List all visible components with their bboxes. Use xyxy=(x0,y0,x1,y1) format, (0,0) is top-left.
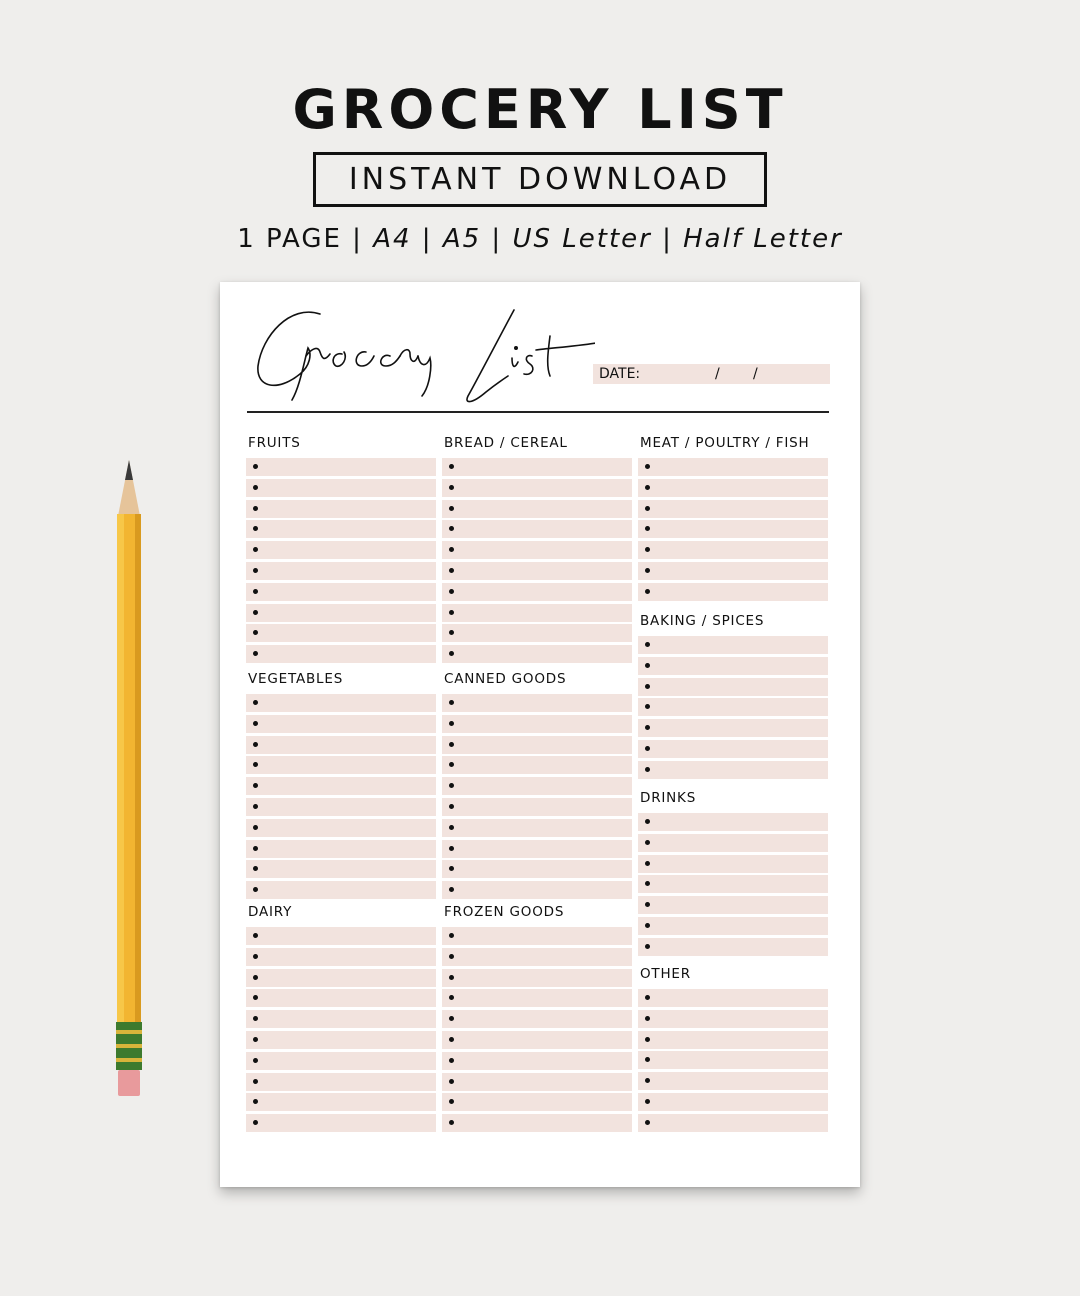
list-item-line[interactable] xyxy=(638,1031,828,1049)
bullet-icon xyxy=(253,975,258,980)
bullet-icon xyxy=(645,704,650,709)
bullet-icon xyxy=(645,944,650,949)
list-item-line[interactable] xyxy=(246,520,436,538)
list-item-line[interactable] xyxy=(246,458,436,476)
bullet-icon xyxy=(253,1058,258,1063)
pencil-icon xyxy=(112,458,146,1098)
section-canned-goods xyxy=(442,671,632,902)
section-drinks xyxy=(638,790,828,959)
list-item-line[interactable] xyxy=(442,1010,632,1028)
bullet-icon xyxy=(645,642,650,647)
instant-download-badge: INSTANT DOWNLOAD xyxy=(313,152,767,207)
list-item-line[interactable] xyxy=(638,458,828,476)
list-item-line[interactable] xyxy=(246,819,436,837)
bullet-icon xyxy=(449,589,454,594)
list-item-line[interactable] xyxy=(246,694,436,712)
list-item-line[interactable] xyxy=(638,520,828,538)
bullet-icon xyxy=(253,742,258,747)
list-item-line[interactable] xyxy=(638,875,828,893)
section-vegetables xyxy=(246,671,436,902)
separator: | xyxy=(481,224,513,254)
list-item-line[interactable] xyxy=(246,604,436,622)
bullet-icon xyxy=(253,630,258,635)
bullet-icon xyxy=(645,725,650,730)
bullet-icon xyxy=(645,840,650,845)
list-item-line[interactable] xyxy=(442,798,632,816)
bullet-icon xyxy=(645,1016,650,1021)
bullet-icon xyxy=(253,1037,258,1042)
bullet-icon xyxy=(253,866,258,871)
bullet-icon xyxy=(449,1099,454,1104)
bullet-icon xyxy=(253,1120,258,1125)
list-item-line[interactable] xyxy=(442,541,632,559)
bullet-icon xyxy=(449,526,454,531)
size-a5: A5 xyxy=(442,224,482,254)
bullet-icon xyxy=(253,464,258,469)
list-item-line[interactable] xyxy=(638,1114,828,1132)
bullet-icon xyxy=(449,954,454,959)
bullet-icon xyxy=(645,506,650,511)
item-rows xyxy=(638,813,828,956)
bullet-icon xyxy=(449,485,454,490)
item-rows xyxy=(638,458,828,601)
bullet-icon xyxy=(645,861,650,866)
list-item-line[interactable] xyxy=(442,624,632,642)
bullet-icon xyxy=(645,1099,650,1104)
list-item-line[interactable] xyxy=(442,694,632,712)
bullet-icon xyxy=(645,547,650,552)
list-item-line[interactable] xyxy=(246,969,436,987)
bullet-icon xyxy=(253,721,258,726)
bullet-icon xyxy=(449,610,454,615)
bullet-icon xyxy=(449,762,454,767)
bullet-icon xyxy=(449,933,454,938)
bullet-icon xyxy=(253,568,258,573)
bullet-icon xyxy=(253,995,258,1000)
grocery-list-sheet xyxy=(220,282,860,1187)
list-item-line[interactable] xyxy=(638,678,828,696)
list-item-line[interactable] xyxy=(442,1073,632,1091)
bullet-icon xyxy=(449,742,454,747)
bullet-icon xyxy=(645,684,650,689)
list-item-line[interactable] xyxy=(246,927,436,945)
item-rows xyxy=(246,694,436,899)
item-rows xyxy=(442,458,632,663)
bullet-icon xyxy=(253,506,258,511)
list-item-line[interactable] xyxy=(638,479,828,497)
list-item-line[interactable] xyxy=(638,657,828,675)
list-item-line[interactable] xyxy=(638,698,828,716)
list-item-line[interactable] xyxy=(246,541,436,559)
list-item-line[interactable] xyxy=(246,479,436,497)
bullet-icon xyxy=(253,804,258,809)
bullet-icon xyxy=(645,663,650,668)
list-item-line[interactable] xyxy=(638,583,828,601)
bullet-icon xyxy=(449,568,454,573)
bullet-icon xyxy=(645,1120,650,1125)
bullet-icon xyxy=(253,700,258,705)
date-separator: / xyxy=(715,366,720,382)
bullet-icon xyxy=(645,464,650,469)
list-item-line[interactable] xyxy=(246,1093,436,1111)
bullet-icon xyxy=(449,1079,454,1084)
section-dairy xyxy=(246,904,436,1135)
section-heading: FRUITS xyxy=(248,435,301,451)
list-item-line[interactable] xyxy=(246,1031,436,1049)
bullet-icon xyxy=(449,721,454,726)
bullet-icon xyxy=(253,1016,258,1021)
list-item-line[interactable] xyxy=(246,989,436,1007)
list-item-line[interactable] xyxy=(442,881,632,899)
bullet-icon xyxy=(645,923,650,928)
section-heading: VEGETABLES xyxy=(248,671,344,687)
bullet-icon xyxy=(449,866,454,871)
list-item-line[interactable] xyxy=(638,636,828,654)
item-rows xyxy=(442,927,632,1132)
date-field[interactable] xyxy=(593,364,830,384)
list-item-line[interactable] xyxy=(246,736,436,754)
bullet-icon xyxy=(645,1057,650,1062)
list-item-line[interactable] xyxy=(246,948,436,966)
section-frozen-goods xyxy=(442,904,632,1135)
size-a4: A4 xyxy=(373,224,412,254)
bullet-icon xyxy=(645,485,650,490)
size-us-letter: US Letter xyxy=(512,224,652,254)
list-item-line[interactable] xyxy=(638,1051,828,1069)
list-item-line[interactable] xyxy=(246,1073,436,1091)
list-item-line[interactable] xyxy=(442,948,632,966)
list-item-line[interactable] xyxy=(442,969,632,987)
size-options-line xyxy=(0,224,1080,254)
list-item-line[interactable] xyxy=(246,840,436,858)
section-heading: BREAD / CEREAL xyxy=(444,435,568,451)
bullet-icon xyxy=(645,1037,650,1042)
section-other xyxy=(638,966,828,1135)
separator: | xyxy=(411,224,443,254)
bullet-icon xyxy=(449,975,454,980)
bullet-icon xyxy=(253,1079,258,1084)
list-item-line[interactable] xyxy=(638,896,828,914)
bullet-icon xyxy=(253,933,258,938)
title-divider xyxy=(247,411,829,413)
list-item-line[interactable] xyxy=(246,881,436,899)
list-item-line[interactable] xyxy=(246,860,436,878)
bullet-icon xyxy=(253,825,258,830)
bullet-icon xyxy=(449,547,454,552)
list-item-line[interactable] xyxy=(442,645,632,663)
bullet-icon xyxy=(645,568,650,573)
bullet-icon xyxy=(449,506,454,511)
list-item-line[interactable] xyxy=(246,715,436,733)
list-item-line[interactable] xyxy=(638,938,828,956)
list-item-line[interactable] xyxy=(246,1114,436,1132)
list-item-line[interactable] xyxy=(638,917,828,935)
list-item-line[interactable] xyxy=(638,541,828,559)
bullet-icon xyxy=(449,825,454,830)
list-item-line[interactable] xyxy=(442,860,632,878)
bullet-icon xyxy=(645,746,650,751)
bullet-icon xyxy=(449,464,454,469)
section-heading: DRINKS xyxy=(640,790,697,806)
list-item-line[interactable] xyxy=(638,1093,828,1111)
list-item-line[interactable] xyxy=(442,520,632,538)
list-item-line[interactable] xyxy=(442,756,632,774)
page-title: GROCERY LIST xyxy=(292,78,788,141)
list-item-line[interactable] xyxy=(442,715,632,733)
list-item-line[interactable] xyxy=(246,562,436,580)
list-item-line[interactable] xyxy=(442,1114,632,1132)
item-rows xyxy=(246,458,436,663)
bullet-icon xyxy=(645,902,650,907)
bullet-icon xyxy=(449,887,454,892)
separator: | xyxy=(341,224,374,254)
list-item-line[interactable] xyxy=(246,583,436,601)
bullet-icon xyxy=(645,995,650,1000)
list-item-line[interactable] xyxy=(246,777,436,795)
section-baking-spices xyxy=(638,613,828,782)
list-item-line[interactable] xyxy=(246,624,436,642)
bullet-icon xyxy=(449,783,454,788)
bullet-icon xyxy=(449,995,454,1000)
bullet-icon xyxy=(449,651,454,656)
list-item-line[interactable] xyxy=(246,645,436,663)
section-heading: CANNED GOODS xyxy=(444,671,567,687)
list-item-line[interactable] xyxy=(638,761,828,779)
list-item-line[interactable] xyxy=(638,1072,828,1090)
bullet-icon xyxy=(253,610,258,615)
item-rows xyxy=(246,927,436,1132)
list-item-line[interactable] xyxy=(442,777,632,795)
list-item-line[interactable] xyxy=(442,840,632,858)
list-item-line[interactable] xyxy=(246,500,436,518)
list-item-line[interactable] xyxy=(638,740,828,758)
list-item-line[interactable] xyxy=(442,604,632,622)
script-title-logo xyxy=(250,296,595,406)
section-heading: DAIRY xyxy=(248,904,293,920)
list-item-line[interactable] xyxy=(638,834,828,852)
bullet-icon xyxy=(253,589,258,594)
list-item-line[interactable] xyxy=(638,562,828,580)
list-item-line[interactable] xyxy=(442,1093,632,1111)
section-bread-cereal xyxy=(442,435,632,666)
list-item-line[interactable] xyxy=(442,1031,632,1049)
list-item-line[interactable] xyxy=(442,927,632,945)
item-rows xyxy=(638,989,828,1132)
separator: | xyxy=(651,224,684,254)
item-rows xyxy=(442,694,632,899)
list-item-line[interactable] xyxy=(442,989,632,1007)
list-item-line[interactable] xyxy=(638,855,828,873)
bullet-icon xyxy=(253,485,258,490)
list-item-line[interactable] xyxy=(442,500,632,518)
date-separator: / xyxy=(753,366,758,382)
list-item-line[interactable] xyxy=(638,500,828,518)
list-item-line[interactable] xyxy=(638,1010,828,1028)
item-rows xyxy=(638,636,828,779)
page-count: 1 PAGE xyxy=(237,224,342,254)
list-item-line[interactable] xyxy=(442,458,632,476)
section-heading: MEAT / POULTRY / FISH xyxy=(640,435,810,451)
bullet-icon xyxy=(449,804,454,809)
list-item-line[interactable] xyxy=(638,719,828,737)
section-fruits xyxy=(246,435,436,666)
bullet-icon xyxy=(449,1037,454,1042)
bullet-icon xyxy=(449,630,454,635)
bullet-icon xyxy=(253,651,258,656)
list-item-line[interactable] xyxy=(638,813,828,831)
bullet-icon xyxy=(253,954,258,959)
bullet-icon xyxy=(253,846,258,851)
section-heading: OTHER xyxy=(640,966,691,982)
list-item-line[interactable] xyxy=(246,1010,436,1028)
bullet-icon xyxy=(253,762,258,767)
bullet-icon xyxy=(449,1058,454,1063)
bullet-icon xyxy=(449,1120,454,1125)
list-item-line[interactable] xyxy=(442,562,632,580)
list-item-line[interactable] xyxy=(442,819,632,837)
list-item-line[interactable] xyxy=(246,756,436,774)
list-item-line[interactable] xyxy=(638,989,828,1007)
list-item-line[interactable] xyxy=(246,1052,436,1070)
section-meat-poultry-fish xyxy=(638,435,828,604)
bullet-icon xyxy=(645,819,650,824)
bullet-icon xyxy=(253,526,258,531)
bullet-icon xyxy=(449,1016,454,1021)
bullet-icon xyxy=(253,547,258,552)
list-item-line[interactable] xyxy=(442,736,632,754)
bullet-icon xyxy=(645,767,650,772)
bullet-icon xyxy=(449,846,454,851)
list-item-line[interactable] xyxy=(442,479,632,497)
bullet-icon xyxy=(645,881,650,886)
section-heading: BAKING / SPICES xyxy=(640,613,765,629)
bullet-icon xyxy=(645,589,650,594)
list-item-line[interactable] xyxy=(442,583,632,601)
bullet-icon xyxy=(253,1099,258,1104)
date-label: DATE: xyxy=(599,366,641,382)
size-half-letter: Half Letter xyxy=(683,224,843,254)
bullet-icon xyxy=(253,887,258,892)
list-item-line[interactable] xyxy=(442,1052,632,1070)
bullet-icon xyxy=(253,783,258,788)
bullet-icon xyxy=(645,1078,650,1083)
bullet-icon xyxy=(645,526,650,531)
list-item-line[interactable] xyxy=(246,798,436,816)
bullet-icon xyxy=(449,700,454,705)
section-heading: FROZEN GOODS xyxy=(444,904,565,920)
